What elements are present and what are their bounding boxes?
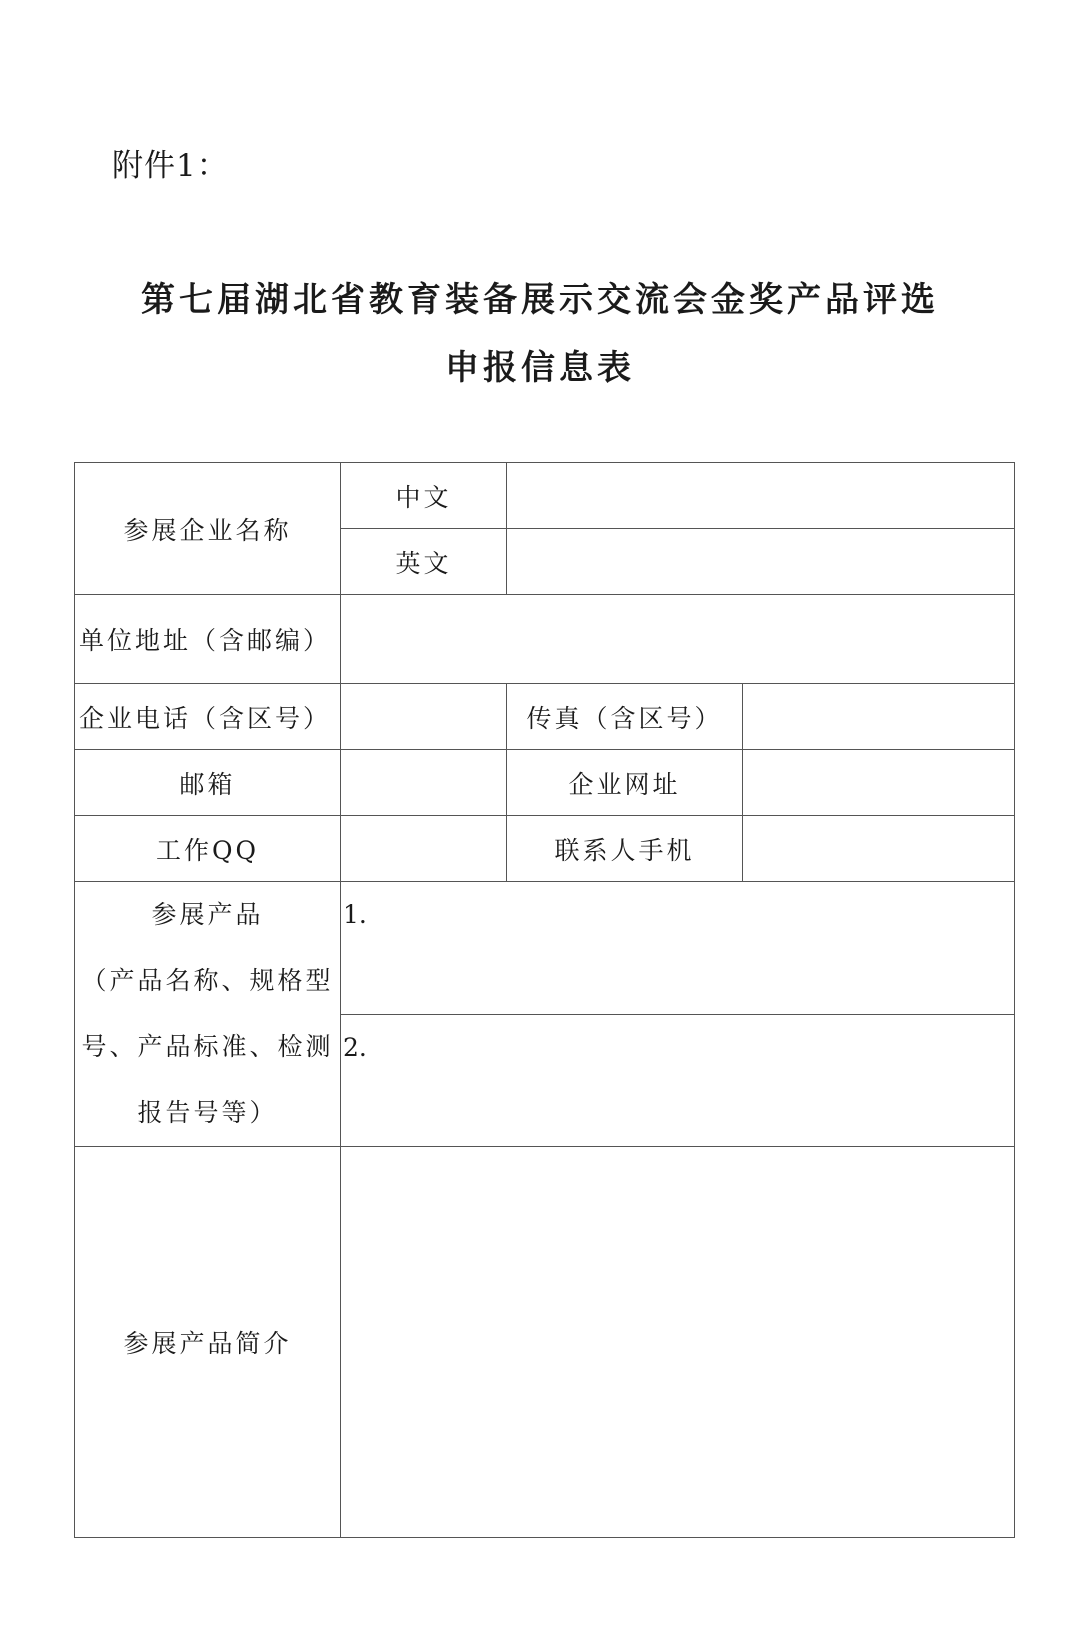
products-label-line: 报告号等） [137,1098,278,1127]
product-row-1 [75,882,1015,1015]
products-label-line: 号、产品标准、检测 [81,1032,334,1061]
form-subtitle: 申报信息表 [445,348,635,388]
form-title: 第七届湖北省教育装备展示交流会金奖产品评选 [141,280,939,320]
products-label-line: （产品名称、规格型 [81,966,334,995]
email-label: 邮箱 [75,750,341,816]
fax-label: 传真（含区号） [507,684,743,750]
chinese-name-label: 中文 [341,463,507,529]
phone-field[interactable] [341,684,507,750]
products-label [75,882,341,1147]
qq-field[interactable] [341,816,507,882]
company-name-label: 参展企业名称 [75,463,341,595]
phone-label: 企业电话（含区号） [75,684,341,750]
website-field[interactable] [743,750,1015,816]
product-item-1-field[interactable] [341,882,1015,1015]
product-item-2-number: 2. [343,1032,367,1062]
intro-row [75,1147,1015,1538]
company-name-row-cn [75,463,1015,529]
product-item-1-number: 1. [343,900,367,929]
address-row [75,595,1015,684]
qq-label: 工作QQ [75,816,341,882]
english-name-label: 英文 [341,529,507,595]
email-website-row [75,750,1015,816]
phone-fax-row [75,684,1015,750]
fax-field[interactable] [743,684,1015,750]
intro-label: 参展产品简介 [75,1147,341,1538]
address-field[interactable] [341,595,1015,684]
attachment-label: 附件1： [112,148,229,184]
application-form-table [74,462,1015,1538]
products-label-line: 参展产品 [151,900,264,929]
qq-mobile-row [75,816,1015,882]
chinese-name-field[interactable] [507,463,1015,529]
email-field[interactable] [341,750,507,816]
website-label: 企业网址 [507,750,743,816]
product-item-2-field[interactable] [341,1014,1015,1147]
address-label: 单位地址（含邮编） [75,595,341,684]
mobile-label: 联系人手机 [507,816,743,882]
intro-field[interactable] [341,1147,1015,1538]
english-name-field[interactable] [507,529,1015,595]
mobile-field[interactable] [743,816,1015,882]
